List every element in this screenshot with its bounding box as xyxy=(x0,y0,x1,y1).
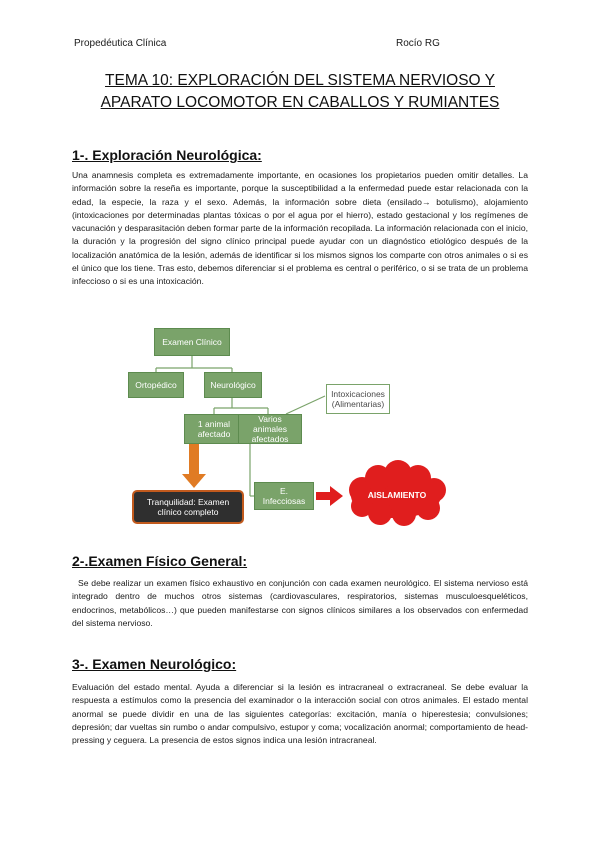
section-2-paragraph: Se debe realizar un examen físico exhaustivo en conjunción con cada examen neurológico. El sistema nervioso está integrado dentro de muchos otros sistemas (cardiovasculares, respiratorios, sistemas musculoesqueléticos, endocrinos, metabólicos…) que pueden manifestarse con signos clínicos similares a los observados con enfermedad del sistema nervioso. xyxy=(72,578,528,628)
node-infecciosas: E. Infecciosas xyxy=(254,482,314,510)
document-title xyxy=(60,70,540,114)
connector-intoxicaciones xyxy=(286,396,325,414)
section-1-body xyxy=(72,169,528,289)
arrow-to-isolation xyxy=(316,486,343,506)
section-3-paragraph: Evaluación del estado mental. Ayuda a diferenciar si la lesión es intracraneal o extracraneal. Se debe evaluar la respuesta a estímulos como la presencia del examinador o la interacción social con otros animales. El estado mental anormal se puede dividir en una de las siguientes categorías: excitación, manía o hiperestesia; convulsiones; depresión; dar vueltas sin rumbo o andar compulsivo, estupor y coma; vocalización anormal; comportamiento de head-pressing y ceguera. La presencia de estos signos indica una lesión intracraneal. xyxy=(72,682,528,746)
arrow-to-calm xyxy=(182,444,206,488)
section-3-body xyxy=(72,681,528,747)
page-header xyxy=(74,38,526,52)
course-name: Propedéutica Clínica xyxy=(74,38,167,49)
clinical-exam-flowchart xyxy=(0,318,600,538)
title-line-1: TEMA 10: EXPLORACIÓN DEL SISTEMA NERVIOSO Y xyxy=(105,72,495,89)
section-2-heading: 2-.Examen Físico General: xyxy=(72,553,248,569)
title-line-2: APARATO LOCOMOTOR EN CABALLOS Y RUMIANTES xyxy=(100,94,500,111)
node-intoxicaciones: Intoxicaciones (Alimentarias) xyxy=(326,384,390,414)
section-1-paragraph: Una anamnesis completa es extremadamente importante, en ocasiones los propietarios pueden omitir detalles. La información sobre la reseña es importante, porque la susceptibilidad a la enfermedad puede estar relacionada con la edad, la especie, la raza y el sexo. Además, la información sobre dieta (ensilado→ botulismo), alojamiento (intoxicaciones por determinadas plantas tóxicas o por el agua por el hierro), estado gestacional y los regímenes de vacunación y desparasitación deben formar parte de la información recopilada. La información relacionada con el inicio, la duración y la progresión del signo clínico principal puede ayudar con un diagnóstico etiológico después de la localización anatómica de la lesión, además de identificar si los mismos signos los comparte con otros animales o si es el único que los tiene. Tras esto, debemos diferenciar si el problema es central o periférico, o si se trata de un problema infeccioso o si es una intoxicación. xyxy=(72,170,528,287)
node-calm-exam: Tranquilidad: Examen clínico completo xyxy=(132,490,244,524)
node-several-animals: Varios animales afectados xyxy=(238,414,302,444)
section-1-heading: 1-. Exploración Neurológica: xyxy=(72,147,262,163)
node-aislamiento: AISLAMIENTO xyxy=(367,490,427,500)
node-examen-clinico: Examen Clínico xyxy=(154,328,230,356)
section-3-heading: 3-. Examen Neurológico: xyxy=(72,656,237,672)
node-one-animal: 1 animal afectado xyxy=(184,414,244,444)
section-2-body xyxy=(72,577,528,630)
node-neurologico: Neurológico xyxy=(204,372,262,398)
node-ortopedico: Ortopédico xyxy=(128,372,184,398)
author-name: Rocío RG xyxy=(396,38,440,49)
